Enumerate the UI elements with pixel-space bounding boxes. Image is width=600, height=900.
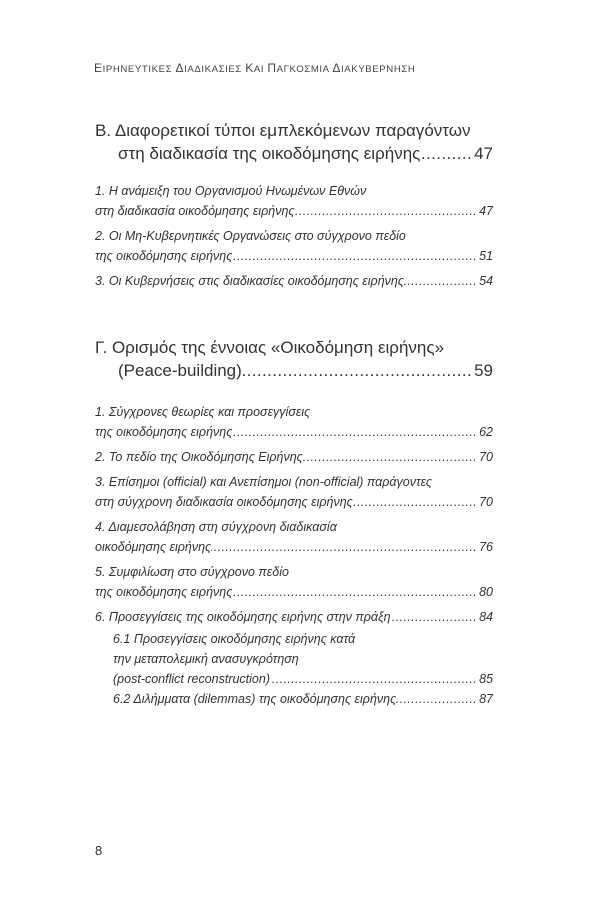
entry-text: 2. Το πεδίο της Οικοδόμησης Ειρήνης xyxy=(95,450,303,464)
toc-entry xyxy=(95,402,493,442)
toc-entries xyxy=(95,402,493,709)
entry-line xyxy=(95,422,493,442)
entry-text: 6.2 Διλήμματα (dilemmas) της οικοδόμησης ειρήνης xyxy=(113,692,397,706)
dot-leader xyxy=(270,669,477,689)
entry-line xyxy=(95,447,493,467)
page-ref: 59 xyxy=(474,361,493,380)
dot-leader xyxy=(396,689,477,709)
dot-leader xyxy=(232,422,477,442)
running-title: ΕΙΡΗΝΕΥΤΙΚΕΣ ΔΙΑΔΙΚΑΣΙΕΣ ΚΑΙ ΠΑΓΚΟΣΜΙΑ ΔΙΑΚΥΒΕΡΝΗΣΗ xyxy=(94,61,416,75)
dot-leader xyxy=(232,582,477,602)
toc-entry xyxy=(95,447,493,467)
entry-line: 6.1 Προσεγγίσεις οικοδόμησης ειρήνης κατά xyxy=(113,632,356,646)
entry-text: 6. Προσεγγίσεις της οικοδόμησης ειρήνης στην πράξη xyxy=(95,610,391,624)
dot-leader xyxy=(211,537,477,557)
page-ref: 85 xyxy=(479,672,493,686)
entry-text: στη διαδικασία οικοδόμησης ειρήνης xyxy=(95,204,295,218)
dot-leader xyxy=(353,492,477,512)
page-ref: 51 xyxy=(479,249,493,263)
toc-entry xyxy=(95,562,493,602)
page-ref: 47 xyxy=(474,144,493,163)
toc-section-b xyxy=(95,119,493,291)
entry-text: στη σύγχρονη διαδικασία οικοδόμησης ειρήνης xyxy=(95,495,353,509)
toc-entry xyxy=(95,271,493,291)
toc-entry xyxy=(95,607,493,709)
dot-leader xyxy=(420,142,472,165)
entry-line: την μεταπολεμική ανασυγκρότηση xyxy=(113,652,299,666)
page-ref: 62 xyxy=(479,425,493,439)
entry-text: (post-conflict reconstruction) xyxy=(113,672,271,686)
section-heading-text: (Peace-building) xyxy=(118,361,242,380)
toc-subentry xyxy=(95,689,493,709)
dot-leader xyxy=(242,359,472,382)
entry-line xyxy=(95,537,493,557)
entry-line xyxy=(113,669,493,689)
section-heading-text: στη διαδικασία της οικοδόμησης ειρήνης xyxy=(118,144,421,163)
entry-line: 1. Σύγχρονες θεωρίες και προσεγγίσεις xyxy=(95,405,311,419)
page-ref: 70 xyxy=(479,450,493,464)
toc-entry xyxy=(95,517,493,557)
section-heading-line xyxy=(95,359,493,382)
page-ref: 54 xyxy=(479,274,493,288)
entry-line: 4. Διαμεσολάβηση στη σύγχρονη διαδικασία xyxy=(95,520,337,534)
toc-entry xyxy=(95,226,493,266)
page-number: 8 xyxy=(95,843,103,858)
entry-line: 5. Συμφιλίωση στο σύγχρονο πεδίο xyxy=(95,565,289,579)
entry-text: οικοδόμησης ειρήνης xyxy=(95,540,212,554)
page-ref: 87 xyxy=(479,692,493,706)
entry-text: της οικοδόμησης ειρήνης xyxy=(95,585,233,599)
toc-subentry xyxy=(95,629,493,689)
entry-line xyxy=(95,492,493,512)
dot-leader xyxy=(404,271,477,291)
entry-line: 3. Επίσημοι (official) και Ανεπίσημοι (non-official) παράγοντες xyxy=(95,475,432,489)
section-heading-line xyxy=(95,142,493,165)
section-heading-line: Β. Διαφορετικοί τύποι εμπλεκόμενων παραγόντων xyxy=(95,121,471,140)
entry-text: της οικοδόμησης ειρήνης xyxy=(95,425,233,439)
page-ref: 84 xyxy=(479,610,493,624)
entry-line xyxy=(95,607,493,627)
entry-text: της οικοδόμησης ειρήνης xyxy=(95,249,233,263)
entry-line xyxy=(95,582,493,602)
section-heading xyxy=(95,119,493,165)
page-ref: 80 xyxy=(479,585,493,599)
page-ref: 70 xyxy=(479,495,493,509)
section-heading-line: Γ. Ορισμός της έννοιας «Οικοδόμηση ειρήνης» xyxy=(95,338,445,357)
toc-entry xyxy=(95,181,493,221)
entry-line xyxy=(95,246,493,266)
entry-line xyxy=(95,201,493,221)
section-heading xyxy=(95,336,493,382)
entry-line xyxy=(95,271,493,291)
dot-leader xyxy=(303,447,477,467)
entry-line: 1. Η ανάμειξη του Οργανισμού Ηνωμένων Εθνών xyxy=(95,184,367,198)
page-ref: 47 xyxy=(479,204,493,218)
dot-leader xyxy=(232,246,477,266)
dot-leader xyxy=(294,201,477,221)
entry-text: 3. Οι Κυβερνήσεις στις διαδικασίες οικοδόμησης ειρήνης xyxy=(95,274,404,288)
toc-entries xyxy=(95,181,493,291)
entry-line: 2. Οι Μη-Κυβερνητικές Οργανώσεις στο σύγχρονο πεδίο xyxy=(95,229,406,243)
toc-entry xyxy=(95,472,493,512)
dot-leader xyxy=(391,607,478,627)
entry-line xyxy=(113,689,493,709)
page-ref: 76 xyxy=(479,540,493,554)
toc-section-g xyxy=(95,336,493,709)
